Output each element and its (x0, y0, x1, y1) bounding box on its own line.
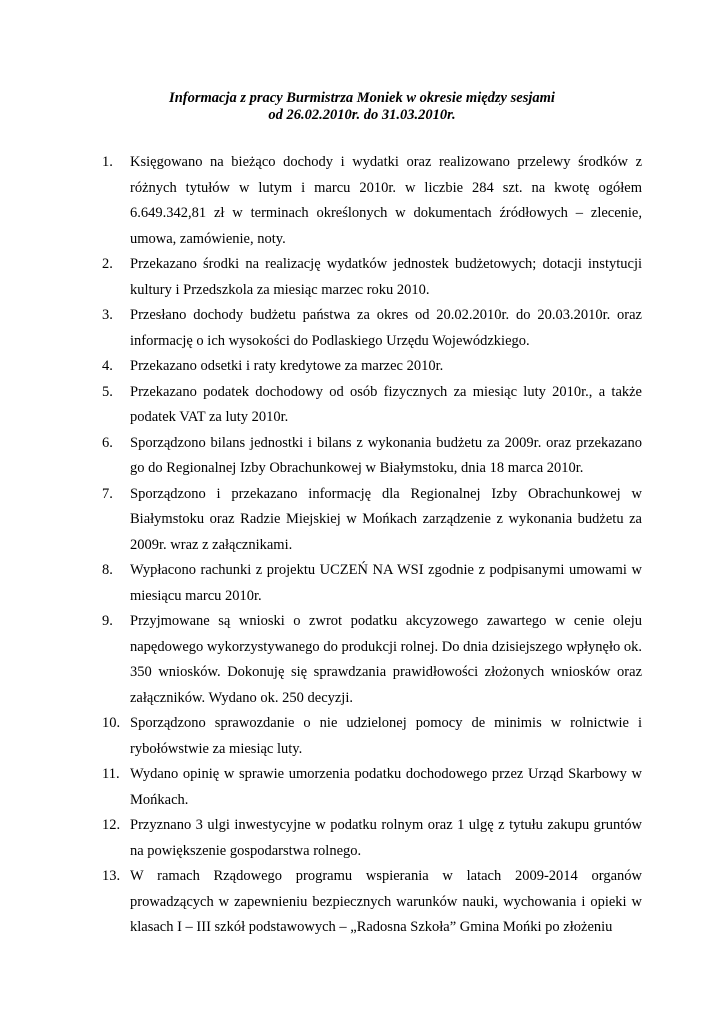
item-number: 13. (102, 868, 121, 884)
item-text: Księgowano na bieżąco dochody i wydatki oraz realizowano przelewy środków z różnych tytułów w lutym i marcu 2010r. w liczbie 284 szt. na kwotę ogółem 6.649.342,81 zł w terminach określonych w dokumentach źródłowych – zlecenie, umowa, zamówienie, noty. (130, 154, 642, 247)
item-number: 1. (102, 154, 113, 170)
document-title-line1: Informacja z pracy Burmistrza Moniek w okresie między sesjami (169, 90, 555, 106)
item-text: Przyjmowane są wnioski o zwrot podatku akcyzowego zawartego w cenie oleju napędowego wykorzystywanego do produkcji rolnej. Do dnia dzisiejszego wpłynęło ok. 350 wniosków. Dokonuję się sprawdzania prawidłowości złożonych wniosków oraz załączników. Wydano ok. 250 decyzji. (130, 613, 642, 706)
item-text: Sporządzono bilans jednostki i bilans z wykonania budżetu za 2009r. oraz przekazano go do Regionalnej Izby Obrachunkowej w Białymstoku, dnia 18 marca 2010r. (130, 434, 642, 476)
list-item (100, 864, 642, 941)
item-text: Przekazano środki na realizację wydatków jednostek budżetowych; dotacji instytucji kultury i Przedszkola za miesiąc marzec roku 2010. (130, 256, 642, 298)
list-item (100, 431, 642, 482)
item-number: 12. (102, 817, 121, 833)
item-number: 4. (102, 358, 113, 374)
item-number: 2. (102, 256, 113, 272)
list-item (100, 252, 642, 303)
list-item (100, 762, 642, 813)
item-number: 10. (102, 715, 121, 731)
item-text: Wypłacono rachunki z projektu UCZEŃ NA WSI zgodnie z podpisanymi umowami w miesiącu marcu 2010r. (130, 562, 642, 604)
list-item (100, 813, 642, 864)
item-text: Sporządzono i przekazano informację dla Regionalnej Izby Obrachunkowej w Białymstoku oraz Radzie Miejskiej w Mońkach zarządzenie z wykonania budżetu za 2009r. wraz z załącznikami. (130, 485, 642, 553)
list-item (100, 609, 642, 711)
item-number: 3. (102, 307, 113, 323)
list-item (100, 380, 642, 431)
item-text: Przesłano dochody budżetu państwa za okres od 20.02.2010r. do 20.03.2010r. oraz informację o ich wysokości do Podlaskiego Urzędu Wojewódzkiego. (130, 307, 642, 349)
item-text: Przekazano podatek dochodowy od osób fizycznych za miesiąc luty 2010r., a także podatek VAT za luty 2010r. (130, 383, 642, 425)
item-text: Przyznano 3 ulgi inwestycyjne w podatku rolnym oraz 1 ulgę z tytułu zakupu gruntów na powiększenie gospodarstwa rolnego. (130, 817, 642, 859)
document-title-line2: od 26.02.2010r. do 31.03.2010r. (268, 107, 456, 123)
item-text: Przekazano odsetki i raty kredytowe za marzec 2010r. (130, 358, 444, 374)
item-number: 6. (102, 434, 113, 451)
list-item (100, 303, 642, 354)
item-number: 9. (102, 613, 113, 629)
list-item (100, 711, 642, 762)
item-number: 5. (102, 383, 113, 400)
report-items-list (100, 150, 642, 941)
item-text: Wydano opinię w sprawie umorzenia podatku dochodowego przez Urząd Skarbowy w Mońkach. (130, 766, 642, 808)
list-item (100, 150, 642, 252)
list-item (100, 354, 642, 380)
list-item (100, 482, 642, 559)
item-text: W ramach Rządowego programu wspierania w latach 2009-2014 organów prowadzących w zapewnieniu bezpiecznych warunków nauki, wychowania i opieki w klasach I – III szkół podstawowych – „Radosna Szkoła” Gmina Mońki po złożeniu (130, 868, 642, 935)
item-number: 11. (102, 766, 120, 782)
item-number: 8. (102, 562, 113, 578)
item-text: Sporządzono sprawozdanie o nie udzielonej pomocy de minimis w rolnictwie i rybołówstwie za miesiąc luty. (130, 715, 642, 757)
list-item (100, 558, 642, 609)
item-number: 7. (102, 485, 113, 502)
